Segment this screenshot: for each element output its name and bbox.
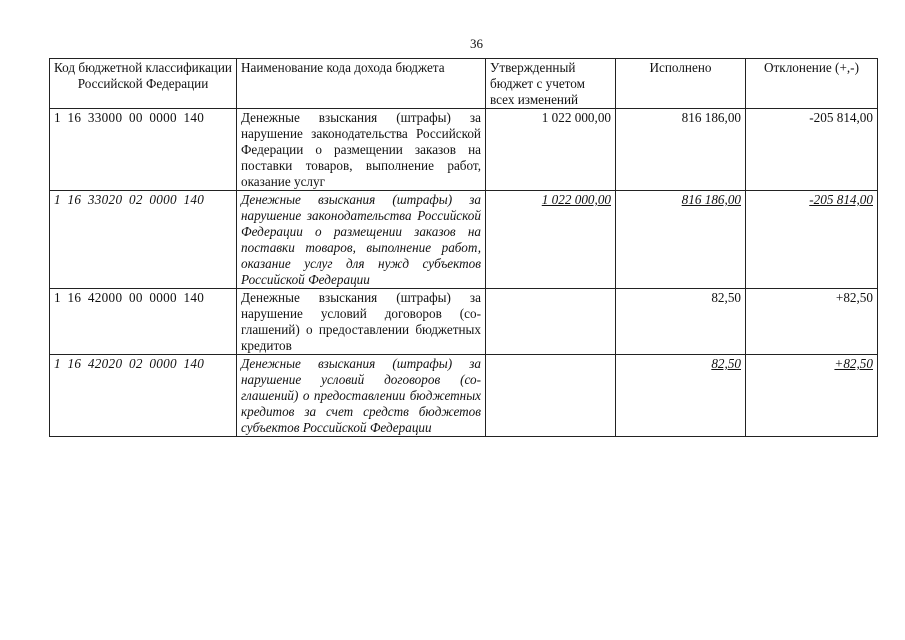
row-name: Денежные взыскания (штрафы) за нарушение условий договоров (соглашений) о предоставлении бюджетных кредитов xyxy=(237,289,486,355)
row-code: 1 16 33000 00 0000 140 xyxy=(50,109,237,191)
budget-revenue-table xyxy=(49,58,878,437)
row-approved: 1 022 000,00 xyxy=(486,191,616,289)
row-code: 1 16 42020 02 0000 140 xyxy=(50,355,237,437)
table-row xyxy=(50,289,878,355)
row-code: 1 16 33020 02 0000 140 xyxy=(50,191,237,289)
row-name: Денежные взыскания (штрафы) за нарушение законодательства Российской Федерации о размещении заказов на поставки товаров, выполнение работ, оказание услуг xyxy=(237,109,486,191)
header-name: Наименование кода дохода бюджета xyxy=(237,59,486,109)
table-row xyxy=(50,355,878,437)
page-number: 36 xyxy=(470,36,483,51)
header-approved: Утвержденный бюджет с учетом всех изменений xyxy=(486,59,616,109)
header-deviation: Отклонение (+,-) xyxy=(746,59,878,109)
row-name: Денежные взыскания (штрафы) за нарушение законодательства Российской Федерации о размещении заказов на поставки товаров, выполнение работ, оказание услуг для нужд субъектов Российской Федерации xyxy=(237,191,486,289)
row-deviation: +82,50 xyxy=(746,289,878,355)
header-code: Код бюджетной классификации Российской Федерации xyxy=(50,59,237,109)
row-executed: 816 186,00 xyxy=(616,191,746,289)
table-row xyxy=(50,109,878,191)
row-executed: 82,50 xyxy=(616,289,746,355)
row-approved xyxy=(486,355,616,437)
header-executed: Исполнено xyxy=(616,59,746,109)
row-executed: 816 186,00 xyxy=(616,109,746,191)
row-deviation: +82,50 xyxy=(746,355,878,437)
row-deviation: -205 814,00 xyxy=(746,109,878,191)
table-header-row xyxy=(50,59,878,109)
table-row xyxy=(50,191,878,289)
row-code: 1 16 42000 00 0000 140 xyxy=(50,289,237,355)
row-name: Денежные взыскания (штрафы) за нарушение условий договоров (соглашений) о предоставлении бюджетных кредитов за счет средств бюджетов субъектов Российской Федерации xyxy=(237,355,486,437)
row-approved: 1 022 000,00 xyxy=(486,109,616,191)
row-deviation: -205 814,00 xyxy=(746,191,878,289)
row-executed: 82,50 xyxy=(616,355,746,437)
row-approved xyxy=(486,289,616,355)
